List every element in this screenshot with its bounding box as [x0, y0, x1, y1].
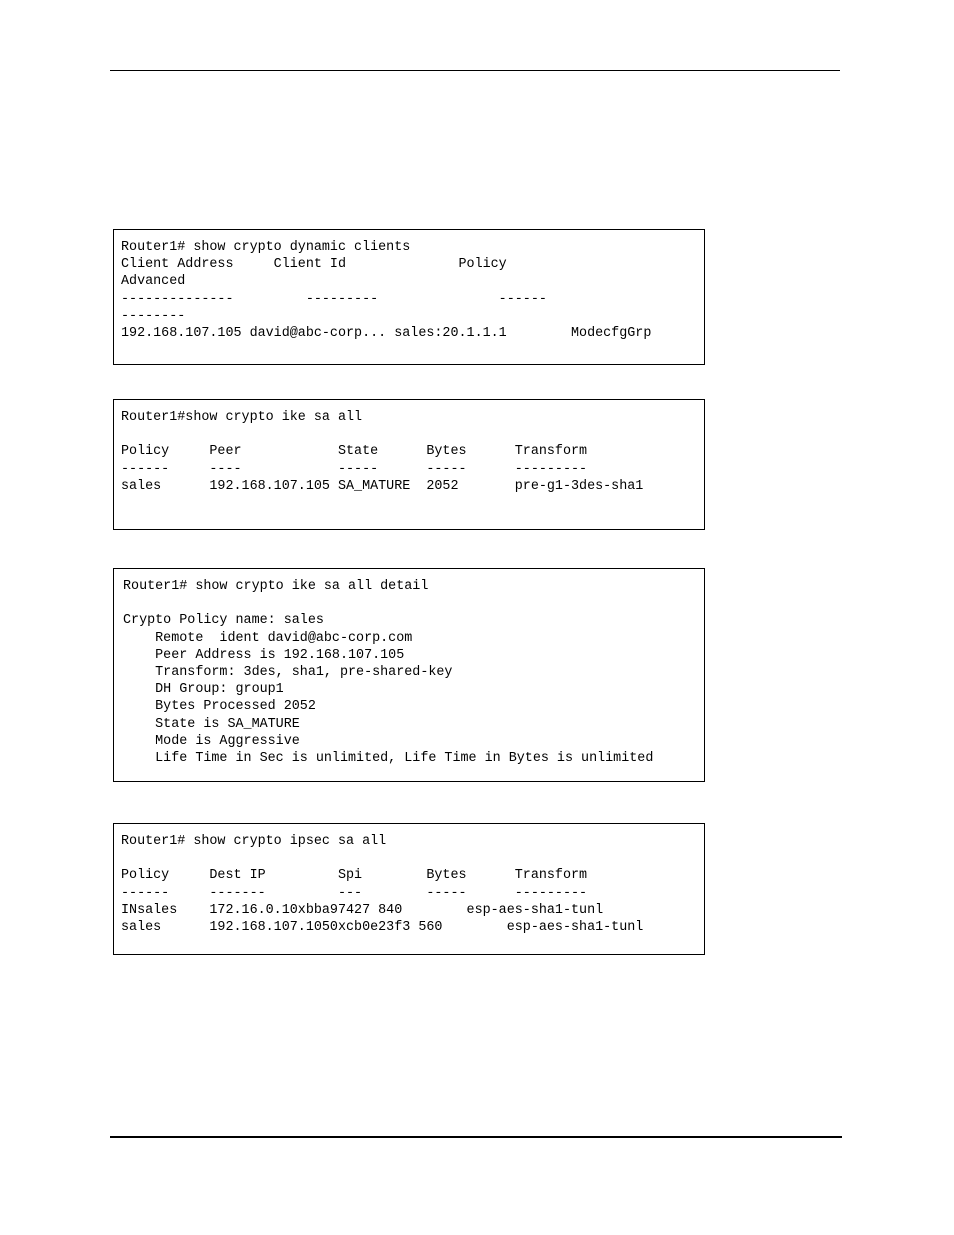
code-text-ike-sa-all-detail: Router1# show crypto ike sa all detail Crypto Policy name: sales Remote ident david@abc-corp.com Peer Address is 192.168.107.105 Transform: 3des, sha1, pre-shared-key DH Group: group1 Bytes Processed 2052 State is SA_MATURE Mode is Aggressive Life Time in Sec is unlimited, Life Time in Bytes is unlimited [123, 579, 654, 767]
code-box-ipsec-sa-all [113, 823, 705, 955]
code-box-ike-sa-all [113, 399, 705, 530]
code-box-dynamic-clients [113, 229, 705, 365]
code-box-ike-sa-all-detail [113, 568, 705, 782]
code-text-dynamic-clients: Router1# show crypto dynamic clients Client Address Client Id Policy Advanced -------------- --------- ------ -------- 192.168.107.105 david@abc-corp... sales:20.1.1.1 ModecfgGrp [121, 240, 652, 342]
footer-rule [110, 1136, 842, 1138]
code-text-ike-sa-all: Router1#show crypto ike sa all Policy Peer State Bytes Transform ------ ---- ----- ----- --------- sales 192.168.107.105 SA_MATURE 2052 pre-g1-3des-sha1 [121, 410, 644, 494]
header-rule [110, 70, 840, 71]
code-text-ipsec-sa-all: Router1# show crypto ipsec sa all Policy Dest IP Spi Bytes Transform ------ ------- --- ----- --------- INsales 172.16.0.10xbba97427 840 esp-aes-sha1-tunl sales 192.168.107.1050xcb0e23f3 560 esp-aes-sha1-tunl [121, 834, 644, 936]
